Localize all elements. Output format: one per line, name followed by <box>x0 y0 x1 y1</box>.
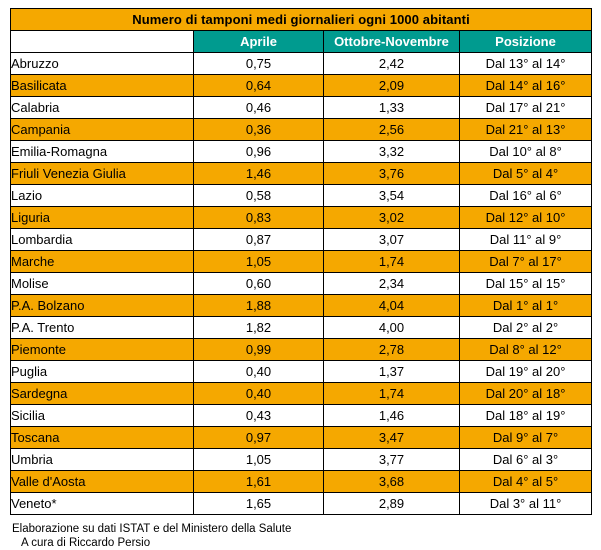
cell-aprile: 1,05 <box>194 251 324 273</box>
table-row <box>11 317 592 339</box>
cell-region: Toscana <box>11 427 194 449</box>
cell-ottobre-novembre: 3,68 <box>324 471 460 493</box>
cell-ottobre-novembre: 3,32 <box>324 141 460 163</box>
table-row <box>11 141 592 163</box>
cell-posizione: Dal 15° al 15° <box>460 273 592 295</box>
cell-ottobre-novembre: 2,42 <box>324 53 460 75</box>
cell-posizione: Dal 5° al 4° <box>460 163 592 185</box>
cell-aprile: 0,99 <box>194 339 324 361</box>
cell-aprile: 1,61 <box>194 471 324 493</box>
cell-posizione: Dal 8° al 12° <box>460 339 592 361</box>
cell-region: P.A. Trento <box>11 317 194 339</box>
table-row <box>11 295 592 317</box>
cell-aprile: 1,88 <box>194 295 324 317</box>
cell-ottobre-novembre: 2,09 <box>324 75 460 97</box>
table-row <box>11 119 592 141</box>
table-row <box>11 53 592 75</box>
cell-posizione: Dal 12° al 10° <box>460 207 592 229</box>
table-body <box>11 53 592 515</box>
table-row <box>11 273 592 295</box>
table-row <box>11 251 592 273</box>
cell-ottobre-novembre: 1,33 <box>324 97 460 119</box>
column-header-region <box>11 31 194 53</box>
cell-posizione: Dal 1° al 1° <box>460 295 592 317</box>
cell-ottobre-novembre: 2,78 <box>324 339 460 361</box>
cell-aprile: 0,36 <box>194 119 324 141</box>
cell-aprile: 1,82 <box>194 317 324 339</box>
cell-aprile: 0,97 <box>194 427 324 449</box>
cell-ottobre-novembre: 1,74 <box>324 383 460 405</box>
cell-aprile: 0,40 <box>194 361 324 383</box>
cell-posizione: Dal 4° al 5° <box>460 471 592 493</box>
cell-posizione: Dal 10° al 8° <box>460 141 592 163</box>
cell-region: Marche <box>11 251 194 273</box>
cell-region: Molise <box>11 273 194 295</box>
cell-posizione: Dal 2° al 2° <box>460 317 592 339</box>
cell-aprile: 0,83 <box>194 207 324 229</box>
column-header-posizione: Posizione <box>460 31 592 53</box>
cell-aprile: 0,40 <box>194 383 324 405</box>
cell-aprile: 0,43 <box>194 405 324 427</box>
table-row <box>11 163 592 185</box>
cell-region: Basilicata <box>11 75 194 97</box>
cell-posizione: Dal 7° al 17° <box>460 251 592 273</box>
footer-line-author: A cura di Riccardo Persio <box>21 537 151 549</box>
cell-region: Calabria <box>11 97 194 119</box>
cell-region: Liguria <box>11 207 194 229</box>
column-header-aprile: Aprile <box>194 31 324 53</box>
cell-aprile: 1,05 <box>194 449 324 471</box>
cell-region: Veneto* <box>11 493 194 515</box>
table-row <box>11 339 592 361</box>
cell-ottobre-novembre: 3,76 <box>324 163 460 185</box>
footer-line-source: Elaborazione su dati ISTAT e del Ministero della Salute <box>12 523 292 535</box>
cell-aprile: 1,65 <box>194 493 324 515</box>
table-row <box>11 361 592 383</box>
cell-posizione: Dal 14° al 16° <box>460 75 592 97</box>
cell-ottobre-novembre: 2,89 <box>324 493 460 515</box>
table-row <box>11 427 592 449</box>
title-row <box>11 9 592 31</box>
cell-ottobre-novembre: 3,77 <box>324 449 460 471</box>
cell-ottobre-novembre: 3,54 <box>324 185 460 207</box>
cell-posizione: Dal 21° al 13° <box>460 119 592 141</box>
cell-region: Sardegna <box>11 383 194 405</box>
table-row <box>11 383 592 405</box>
cell-ottobre-novembre: 3,02 <box>324 207 460 229</box>
table-header <box>11 9 592 53</box>
cell-ottobre-novembre: 3,47 <box>324 427 460 449</box>
cell-region: P.A. Bolzano <box>11 295 194 317</box>
table-row <box>11 185 592 207</box>
cell-posizione: Dal 18° al 19° <box>460 405 592 427</box>
cell-posizione: Dal 20° al 18° <box>460 383 592 405</box>
cell-ottobre-novembre: 1,46 <box>324 405 460 427</box>
table-row <box>11 449 592 471</box>
cell-ottobre-novembre: 1,37 <box>324 361 460 383</box>
table-row <box>11 97 592 119</box>
cell-aprile: 0,87 <box>194 229 324 251</box>
table-row <box>11 493 592 515</box>
table-row <box>11 207 592 229</box>
cell-ottobre-novembre: 4,00 <box>324 317 460 339</box>
cell-aprile: 0,64 <box>194 75 324 97</box>
tamponi-table <box>10 8 592 515</box>
cell-region: Sicilia <box>11 405 194 427</box>
cell-aprile: 0,96 <box>194 141 324 163</box>
column-header-row <box>11 31 592 53</box>
cell-aprile: 0,46 <box>194 97 324 119</box>
cell-region: Abruzzo <box>11 53 194 75</box>
cell-ottobre-novembre: 3,07 <box>324 229 460 251</box>
cell-region: Emilia-Romagna <box>11 141 194 163</box>
cell-posizione: Dal 11° al 9° <box>460 229 592 251</box>
cell-ottobre-novembre: 2,56 <box>324 119 460 141</box>
cell-region: Valle d'Aosta <box>11 471 194 493</box>
cell-posizione: Dal 9° al 7° <box>460 427 592 449</box>
cell-aprile: 0,58 <box>194 185 324 207</box>
cell-aprile: 0,75 <box>194 53 324 75</box>
cell-posizione: Dal 17° al 21° <box>460 97 592 119</box>
cell-region: Campania <box>11 119 194 141</box>
cell-aprile: 0,60 <box>194 273 324 295</box>
cell-ottobre-novembre: 4,04 <box>324 295 460 317</box>
cell-region: Umbria <box>11 449 194 471</box>
cell-region: Lombardia <box>11 229 194 251</box>
cell-ottobre-novembre: 1,74 <box>324 251 460 273</box>
cell-posizione: Dal 3° al 11° <box>460 493 592 515</box>
cell-posizione: Dal 19° al 20° <box>460 361 592 383</box>
table-row <box>11 471 592 493</box>
table-row <box>11 405 592 427</box>
cell-posizione: Dal 6° al 3° <box>460 449 592 471</box>
cell-region: Friuli Venezia Giulia <box>11 163 194 185</box>
cell-region: Piemonte <box>11 339 194 361</box>
cell-posizione: Dal 16° al 6° <box>460 185 592 207</box>
footer-note <box>12 522 591 550</box>
table-row <box>11 75 592 97</box>
cell-ottobre-novembre: 2,34 <box>324 273 460 295</box>
table-row <box>11 229 592 251</box>
cell-aprile: 1,46 <box>194 163 324 185</box>
column-header-ottobre-novembre: Ottobre-Novembre <box>324 31 460 53</box>
cell-posizione: Dal 13° al 14° <box>460 53 592 75</box>
cell-region: Lazio <box>11 185 194 207</box>
page-title: Numero di tamponi medi giornalieri ogni 1000 abitanti <box>11 9 592 31</box>
cell-region: Puglia <box>11 361 194 383</box>
